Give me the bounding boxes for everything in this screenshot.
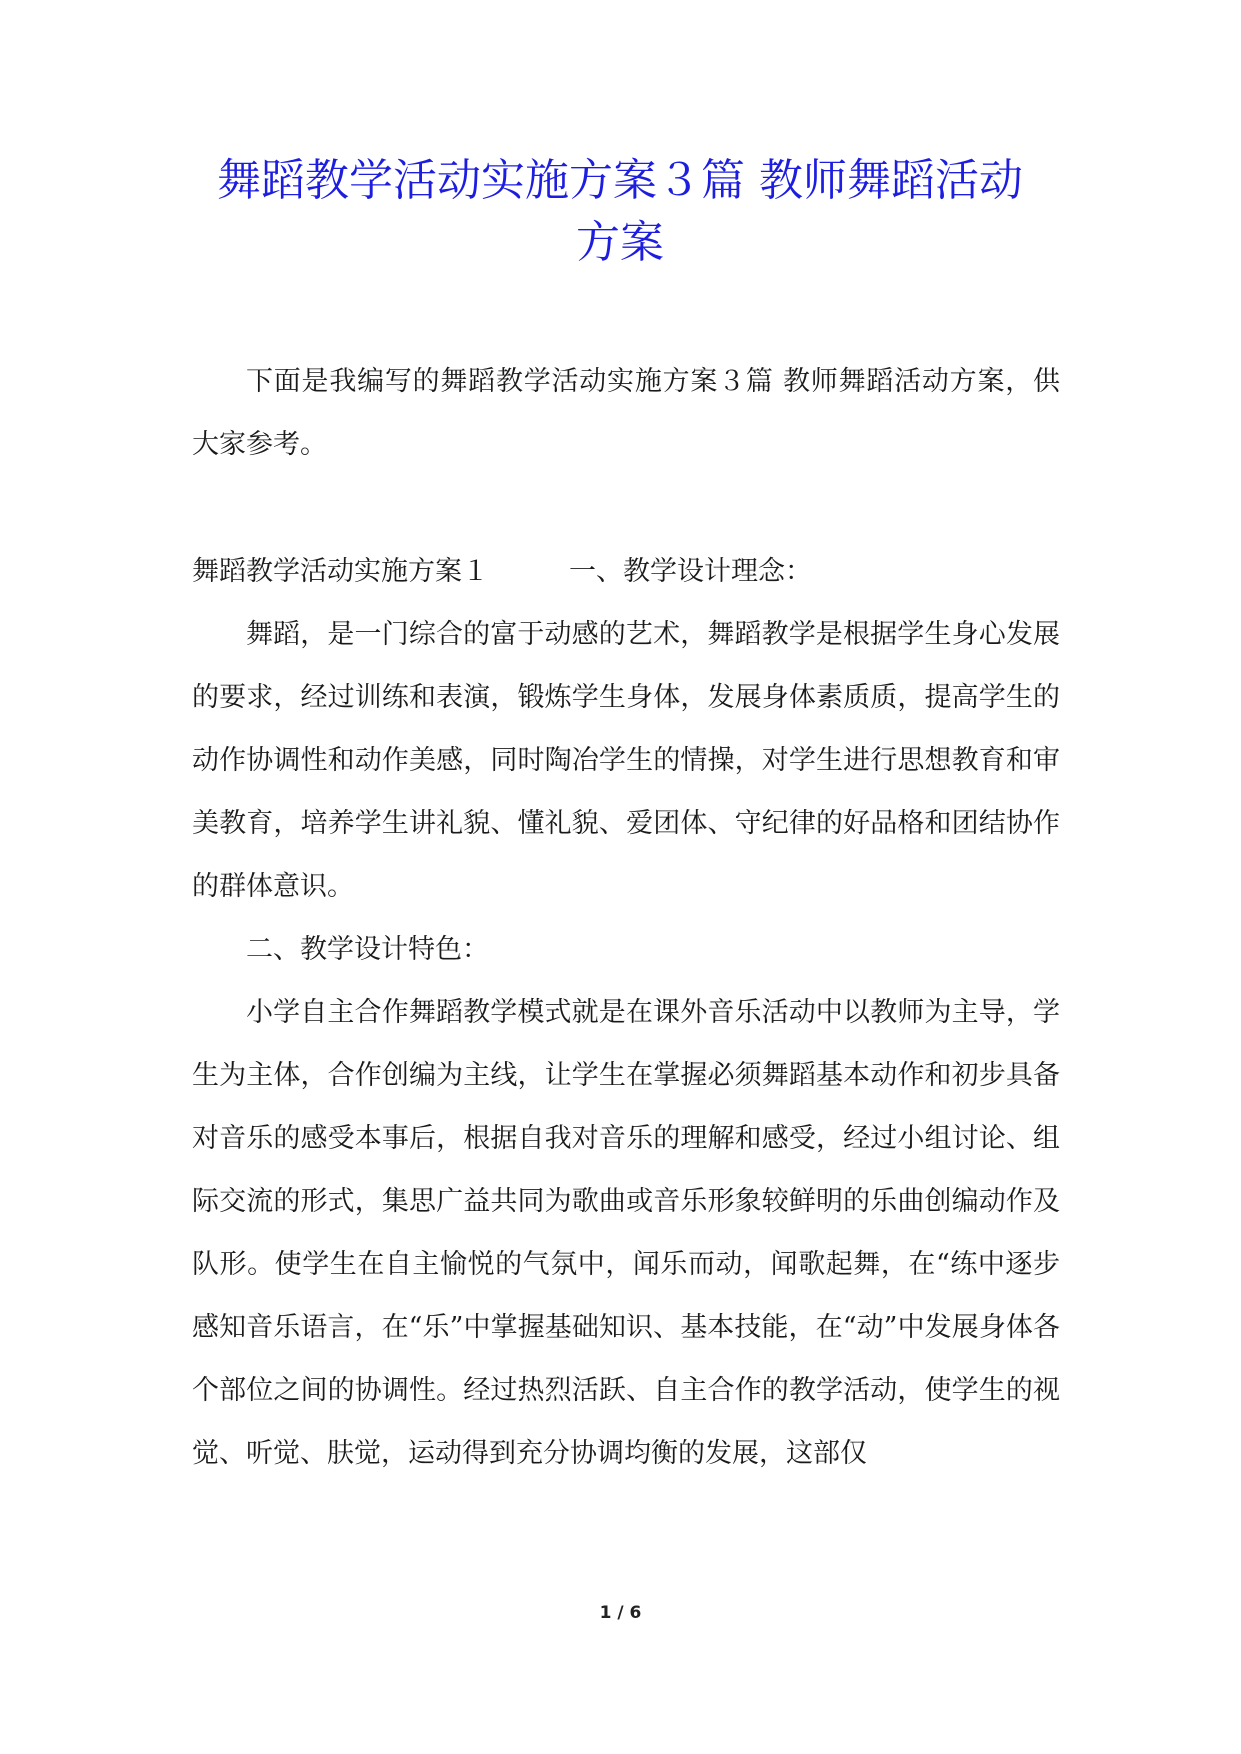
document-title	[150, 150, 1090, 274]
paragraph-design-features: 小学自主合作舞蹈教学模式就是在课外音乐活动中以教师为主导，学生为主体，合作创编为主线，让学生在掌握必须舞蹈基本动作和初步具备对音乐的感受本事后，根据自我对音乐的理解和感受，经过小组讨论、组际交流的形式，集思广益共同为歌曲或音乐形象较鲜明的乐曲创编动作及队形。使学生在自主愉悦的气氛中，闻乐而动，闻歌起舞，在“练中逐步感知音乐语言，在“乐”中掌握基础知识、基本技能，在“动”中发展身体各个部位之间的协调性。经过热烈活跃、自主合作的教学活动，使学生的视觉、听觉、肤觉，运动得到充分协调均衡的发展，这部仅	[192, 997, 1060, 1469]
section-label: 舞蹈教学活动实施方案１	[192, 556, 489, 587]
page-indicator: 1 / 6	[599, 1603, 642, 1623]
section-heading-2: 二、教学设计特色：	[246, 934, 489, 965]
paragraph-design-concept: 舞蹈，是一门综合的富于动感的艺术，舞蹈教学是根据学生身心发展的要求，经过训练和表演，锻炼学生身体，发展身体素质质，提高学生的动作协调性和动作美感，同时陶冶学生的情操，对学生进行思想教育和审美教育，培养学生讲礼貌、懂礼貌、爱团体、守纪律的好品格和团结协作的群体意识。	[192, 619, 1060, 902]
section-heading-1: 一、教学设计理念：	[569, 556, 812, 587]
document-body	[192, 350, 1060, 1485]
section-heading-line	[192, 540, 1060, 603]
title-line-1: 舞蹈教学活动实施方案３篇 教师舞蹈活动	[217, 155, 1023, 206]
intro-paragraph: 下面是我编写的舞蹈教学活动实施方案３篇 教师舞蹈活动方案，供大家参考。	[192, 366, 1060, 460]
spacer	[192, 476, 1060, 540]
title-line-2: 方案	[576, 217, 664, 268]
